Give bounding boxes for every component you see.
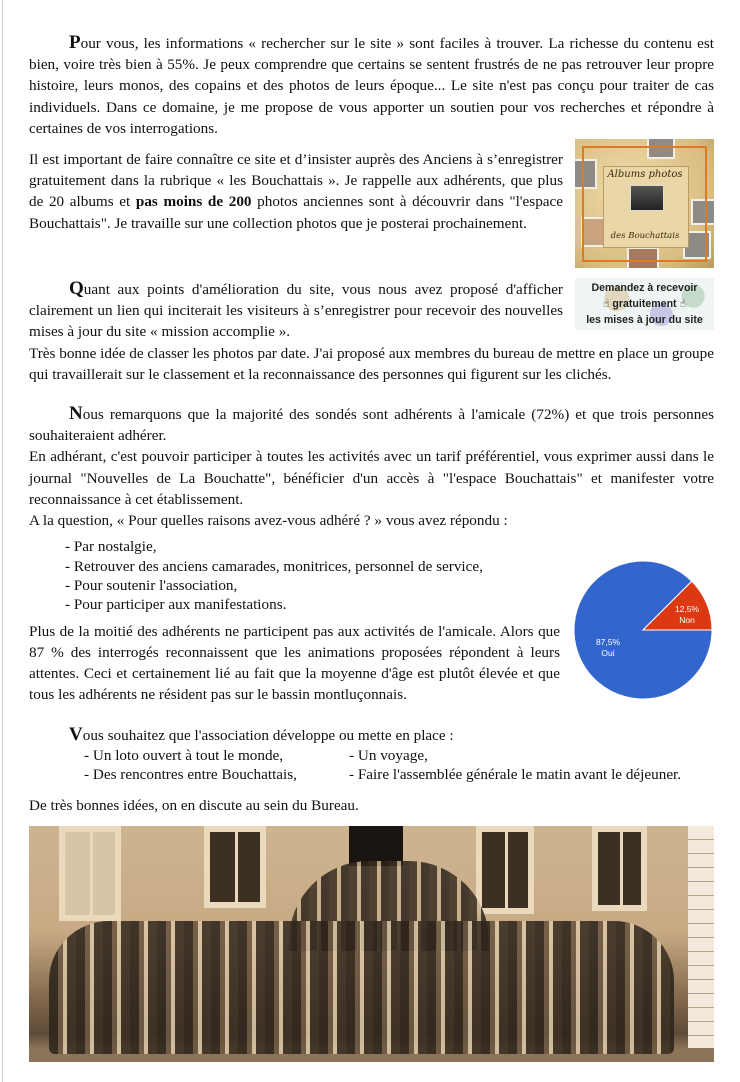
subscribe-updates-banner[interactable] — [575, 278, 714, 330]
hand-pointer-icon: ☝ — [603, 298, 610, 311]
pie-value-label: 12,5% — [674, 604, 700, 615]
window — [59, 826, 121, 921]
paragraph-photo-dates — [29, 343, 714, 385]
paragraph-text: ous souhaitez que l'association développe ou mette en place : — [82, 726, 454, 744]
group-photo — [29, 826, 714, 1062]
list-item: - Pour participer aux manifestations. — [65, 596, 287, 614]
question-text — [29, 510, 714, 531]
paragraph-text: photos anciennes sont à découvrir dans "l'espace Bouchattais". Je travaille sur une collection photos que je posterai prochainement. — [29, 193, 564, 232]
window — [476, 826, 534, 914]
paragraph-wishes — [29, 724, 714, 746]
drop-cap: P — [69, 32, 81, 53]
conclusion-text — [29, 795, 714, 816]
hand-pointer-icon: ☝ — [679, 298, 686, 311]
stone-pillar — [688, 826, 714, 1062]
bold-text: pas moins de 200 — [135, 193, 252, 211]
list-item: - Un loto ouvert à tout le monde, — [84, 746, 284, 764]
window — [204, 826, 266, 908]
banner-line-3: les mises à jour du site — [586, 314, 703, 327]
paragraph-text: Il est important de faire connaître ce site et d’insister auprès des Anciens à s’enregistrer gratuitement dans la rubrique « les Bouchattais ». Je rappelle aux adhérents, que plus de 20 albums et — [29, 151, 563, 211]
list-item: - Par nostalgie, — [65, 538, 157, 556]
wishes-list — [29, 746, 714, 785]
pie-value-label: 87,5% — [595, 637, 621, 648]
paragraph-text: De très bonnes idées, on en discute au sein du Bureau. — [29, 796, 359, 814]
window — [592, 826, 647, 911]
pie-category-label: Oui — [601, 648, 615, 659]
paragraph-text: uant aux points d'amélioration du site, vous nous avez proposé d'afficher clairement un lien qui inciterait les visiteurs à s’enregistrer pour recevoir des nouvelles mises à jour du site « mission accomplie ». — [29, 281, 563, 341]
list-item: - Faire l'assemblée générale le matin avant le déjeuner. — [349, 766, 682, 784]
paragraph-site-info — [29, 32, 714, 139]
paragraph-text: ous remarquons que la majorité des sondés sont adhérents à l'amicale (72%) et que trois personnes souhaiteraient adhérer. — [29, 406, 714, 445]
banner-line-2: gratuitement — [612, 298, 677, 311]
list-item: - Un voyage, — [349, 746, 428, 764]
crowd-front — [49, 921, 674, 1054]
list-item: - Des rencontres entre Bouchattais, — [84, 766, 297, 784]
paragraph-text: En adhérant, c'est pouvoir participer à toutes les activités avec un tarif préférentiel, vous exprimer aussi dans le journal "Nouvelles de La Bouchatte", bénéficier d'un accès à "l'espace Bouchattais" et manifester votre reconnaissance à cet établissement. — [29, 448, 714, 508]
pie-chart — [572, 559, 714, 701]
drop-cap: Q — [69, 278, 84, 300]
paragraph-text: our vous, les informations « rechercher sur le site » sont faciles à trouver. La richesse du contenu est bien, voire très bien à 55%. Je peux comprendre que certains se sentent frustrés de ne pas retrouver leur propre histoire, leurs monos, des copains et des photos de leurs époque... Le site n'est pas conçu pour traiter de cas individuels. Dans ce domaine, je me propose de vous apporter un soutien pour vos recherches et répondre à certaines de vos interrogations. — [29, 35, 714, 137]
paragraph-text: A la question, « Pour quelles raisons avez-vous adhéré ? » vous avez répondu : — [29, 512, 508, 530]
paragraph-text: Plus de la moitié des adhérents ne participent pas aux activités de l'amicale. Alors que 87 % des interrogés reconnaissent que les animations proposées répondent à leurs attentes. Ceci et certainement lié au fait que la moyenne d'âge est plutôt élevée et que tous les adhérents ne résident pas sur le bassin montluçonnais. — [29, 622, 560, 704]
paragraph-benefits — [29, 446, 714, 510]
drop-cap: N — [69, 403, 83, 425]
banner-line-1: Demandez à recevoir — [591, 282, 698, 295]
list-item: - Pour soutenir l'association, — [65, 577, 238, 595]
pie-category-label: Non — [679, 615, 695, 626]
group-photo-thumbnail — [630, 185, 664, 211]
albums-photos-image — [575, 139, 714, 268]
paragraph-text: Très bonne idée de classer les photos par date. J'ai proposé aux membres du bureau de mettre en place un groupe qui travaillerait sur le classement et la reconnaissance des personnes qui figurent sur les clichés. — [29, 344, 714, 383]
paragraph-members — [29, 403, 714, 446]
album-subtitle: des Bouchattais — [610, 231, 680, 242]
doorway — [349, 826, 403, 866]
album-title: Albums photos — [607, 169, 683, 181]
list-item: - Retrouver des anciens camarades, monitrices, personnel de service, — [65, 557, 483, 575]
drop-cap: V — [69, 723, 83, 745]
